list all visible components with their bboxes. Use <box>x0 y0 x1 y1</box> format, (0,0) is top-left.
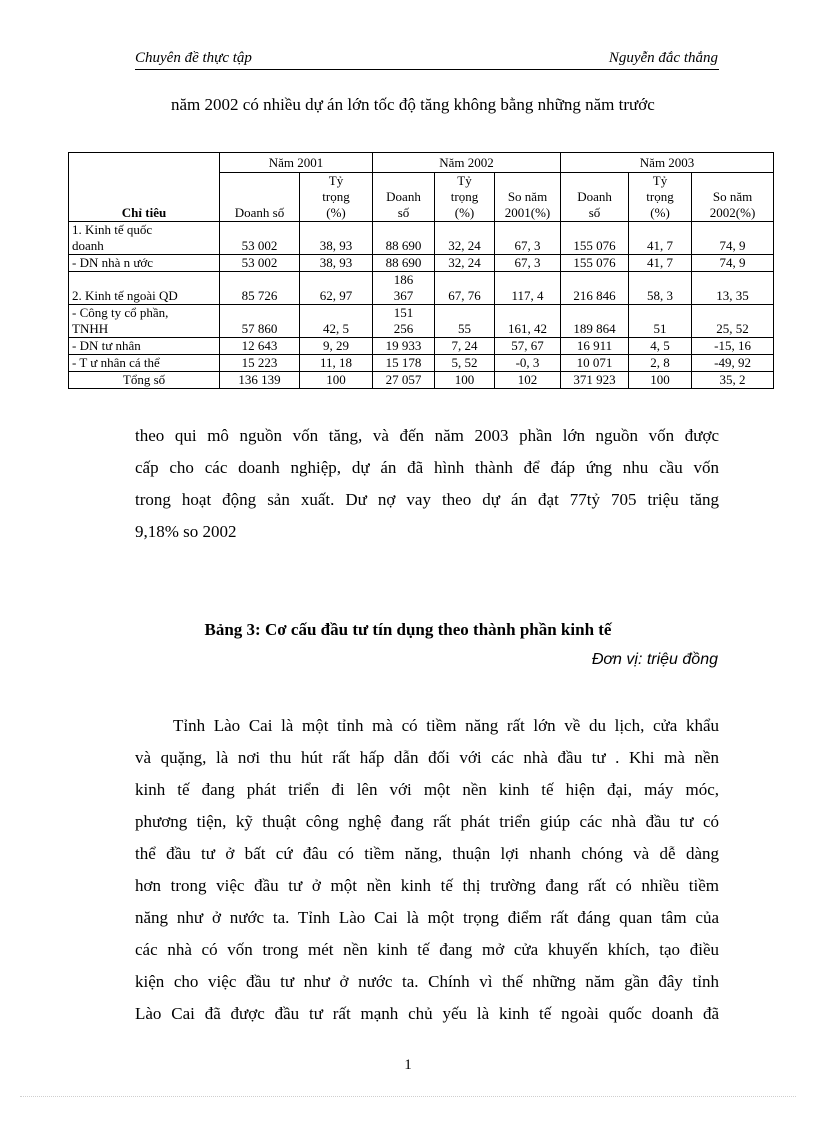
paragraph-line: kinh tế đang phát triển đi lên với một nền kinh tế hiện đại, máy móc, <box>135 780 719 799</box>
paragraph-1 <box>135 420 719 548</box>
group-header-2002: Năm 2002 <box>373 153 561 173</box>
row-label: - DN tư nhân <box>69 338 220 355</box>
row-label: - Công ty cổ phần, TNHH <box>69 305 220 338</box>
header-divider <box>135 69 719 70</box>
table-cell: 136 139 <box>220 372 300 389</box>
table-cell: 371 923 <box>561 372 629 389</box>
table-cell: 62, 97 <box>300 272 373 305</box>
table-cell: 67, 76 <box>435 272 495 305</box>
table-cell: 51 <box>629 305 692 338</box>
row-label: - T ư nhân cá thể <box>69 355 220 372</box>
credit-structure-table <box>68 152 774 389</box>
table-cell: 16 911 <box>561 338 629 355</box>
table-cell: 155 076 <box>561 255 629 272</box>
table-cell: 7, 24 <box>435 338 495 355</box>
table-cell: 27 057 <box>373 372 435 389</box>
row-label: - DN nhà n ước <box>69 255 220 272</box>
paragraph-2 <box>135 710 719 1030</box>
table-cell: 74, 9 <box>692 222 774 255</box>
sub-header-so-nam-2002: So năm 2002(%) <box>692 173 774 222</box>
table-cell: 53 002 <box>220 222 300 255</box>
paragraph-line: theo qui mô nguồn vốn tăng, và đến năm 2003 phần lớn nguồn vốn được <box>135 426 719 445</box>
table-cell: 32, 24 <box>435 222 495 255</box>
table-cell: 9, 29 <box>300 338 373 355</box>
table-cell: 216 846 <box>561 272 629 305</box>
group-header-2003: Năm 2003 <box>561 153 774 173</box>
table-cell: 88 690 <box>373 255 435 272</box>
table-caption: Bảng 3: Cơ cấu đầu tư tín dụng theo thành phần kinh tế <box>204 620 612 639</box>
table-cell: 58, 3 <box>629 272 692 305</box>
header-right-author: Nguyễn đắc thắng <box>608 50 718 66</box>
table-cell: 155 076 <box>561 222 629 255</box>
paragraph-line: hơn trong việc đầu tư ở một nền kinh tế thị trường đang rất có nhiều tiềm <box>135 876 719 895</box>
table-cell: 189 864 <box>561 305 629 338</box>
table-cell: 57, 67 <box>495 338 561 355</box>
table-cell: -0, 3 <box>495 355 561 372</box>
table-cell: 41, 7 <box>629 222 692 255</box>
table-cell: -49, 92 <box>692 355 774 372</box>
table-cell: 102 <box>495 372 561 389</box>
group-header-2001: Năm 2001 <box>220 153 373 173</box>
table-cell: 38, 93 <box>300 255 373 272</box>
sub-header-doanh-so-2002: Doanh số <box>373 173 435 222</box>
table-cell: 42, 5 <box>300 305 373 338</box>
table-row <box>69 305 774 338</box>
table-cell: 67, 3 <box>495 255 561 272</box>
paragraph-line: thể đầu tư ở bất cứ đâu có tiềm năng, thuận lợi nhanh chóng và dễ dàng <box>135 844 719 863</box>
paragraph-line: phương tiện, kỹ thuật công nghệ đang rất phát triển giúp các nhà đầu tư có <box>135 812 719 831</box>
column-header-chi-tieu: Chỉ tiêu <box>69 153 220 222</box>
table-row <box>69 338 774 355</box>
table-row <box>69 372 774 389</box>
table-cell: 38, 93 <box>300 222 373 255</box>
paragraph-line: các nhà có vốn trong mét nền kinh tế đang mở cửa khuyến khích, tạo điều <box>135 940 719 959</box>
table-cell: 13, 35 <box>692 272 774 305</box>
sub-header-doanh-so-2003: Doanh số <box>561 173 629 222</box>
table-cell: 88 690 <box>373 222 435 255</box>
table-cell: 15 223 <box>220 355 300 372</box>
paragraph-line: kiện cho việc đầu tư như ở nước ta. Chính vì thế những năm gần đây tỉnh <box>135 972 719 991</box>
sub-header-ty-trong-2002: Tỷ trọng (%) <box>435 173 495 222</box>
table-cell: 57 860 <box>220 305 300 338</box>
page-number: 1 <box>404 1057 412 1073</box>
table-cell: 2, 8 <box>629 355 692 372</box>
table-cell: 11, 18 <box>300 355 373 372</box>
table-cell: 85 726 <box>220 272 300 305</box>
table-cell: 151 256 <box>373 305 435 338</box>
table-cell: 10 071 <box>561 355 629 372</box>
table-cell: 4, 5 <box>629 338 692 355</box>
table-cell: 100 <box>435 372 495 389</box>
table-cell: 5, 52 <box>435 355 495 372</box>
sub-header-ty-trong-2001: Tỷ trọng (%) <box>300 173 373 222</box>
footer-divider <box>20 1096 796 1097</box>
row-label: Tổng số <box>69 372 220 389</box>
table-cell: 74, 9 <box>692 255 774 272</box>
paragraph-line: Tỉnh Lào Cai là một tỉnh mà có tiềm năng rất lớn về du lịch, cửa khẩu <box>173 716 719 735</box>
table-cell: 117, 4 <box>495 272 561 305</box>
header-left-title: Chuyên đề thực tập <box>135 50 252 66</box>
paragraph-line: Lào Cai đã được đầu tư rất mạnh chủ yếu là kinh tế ngoài quốc doanh đã <box>135 1004 719 1023</box>
table-row <box>69 272 774 305</box>
row-label: 2. Kinh tế ngoài QD <box>69 272 220 305</box>
table-body <box>69 222 774 389</box>
table-cell: 12 643 <box>220 338 300 355</box>
sub-header-doanh-so-2001: Doanh số <box>220 173 300 222</box>
table-cell: 100 <box>300 372 373 389</box>
paragraph-line: cấp cho các doanh nghiệp, dự án đã hình thành để đáp ứng nhu cầu vốn <box>135 458 719 477</box>
paragraph-line: trong hoạt động sản xuất. Dư nợ vay theo dự án đạt 77tỷ 705 triệu tăng <box>135 490 719 509</box>
intro-line: năm 2002 có nhiều dự án lớn tốc độ tăng không bằng những năm trước <box>171 95 655 114</box>
paragraph-line: năng như ở nước ta. Tỉnh Lào Cai là một trọng điểm rất đáng quan tâm của <box>135 908 719 927</box>
table-cell: 161, 42 <box>495 305 561 338</box>
table-cell: 19 933 <box>373 338 435 355</box>
table-cell: 25, 52 <box>692 305 774 338</box>
table-cell: 100 <box>629 372 692 389</box>
table-cell: -15, 16 <box>692 338 774 355</box>
table-group-header-row <box>69 153 774 173</box>
table-cell: 32, 24 <box>435 255 495 272</box>
table-cell: 41, 7 <box>629 255 692 272</box>
table-row <box>69 255 774 272</box>
table-cell: 53 002 <box>220 255 300 272</box>
table-cell: 67, 3 <box>495 222 561 255</box>
paragraph-line: và quặng, là nơi thu hút rất hấp dẫn đối với các nhà đầu tư . Khi mà nền <box>135 748 719 767</box>
sub-header-ty-trong-2003: Tỷ trọng (%) <box>629 173 692 222</box>
table-cell: 55 <box>435 305 495 338</box>
sub-header-so-nam-2001: So năm 2001(%) <box>495 173 561 222</box>
table-row <box>69 355 774 372</box>
paragraph-line: 9,18% so 2002 <box>135 522 237 541</box>
table-row <box>69 222 774 255</box>
table-cell: 35, 2 <box>692 372 774 389</box>
table-cell: 186 367 <box>373 272 435 305</box>
unit-label: Đơn vị: triệu đồng <box>591 651 718 668</box>
row-label: 1. Kinh tế quốc doanh <box>69 222 220 255</box>
table-cell: 15 178 <box>373 355 435 372</box>
